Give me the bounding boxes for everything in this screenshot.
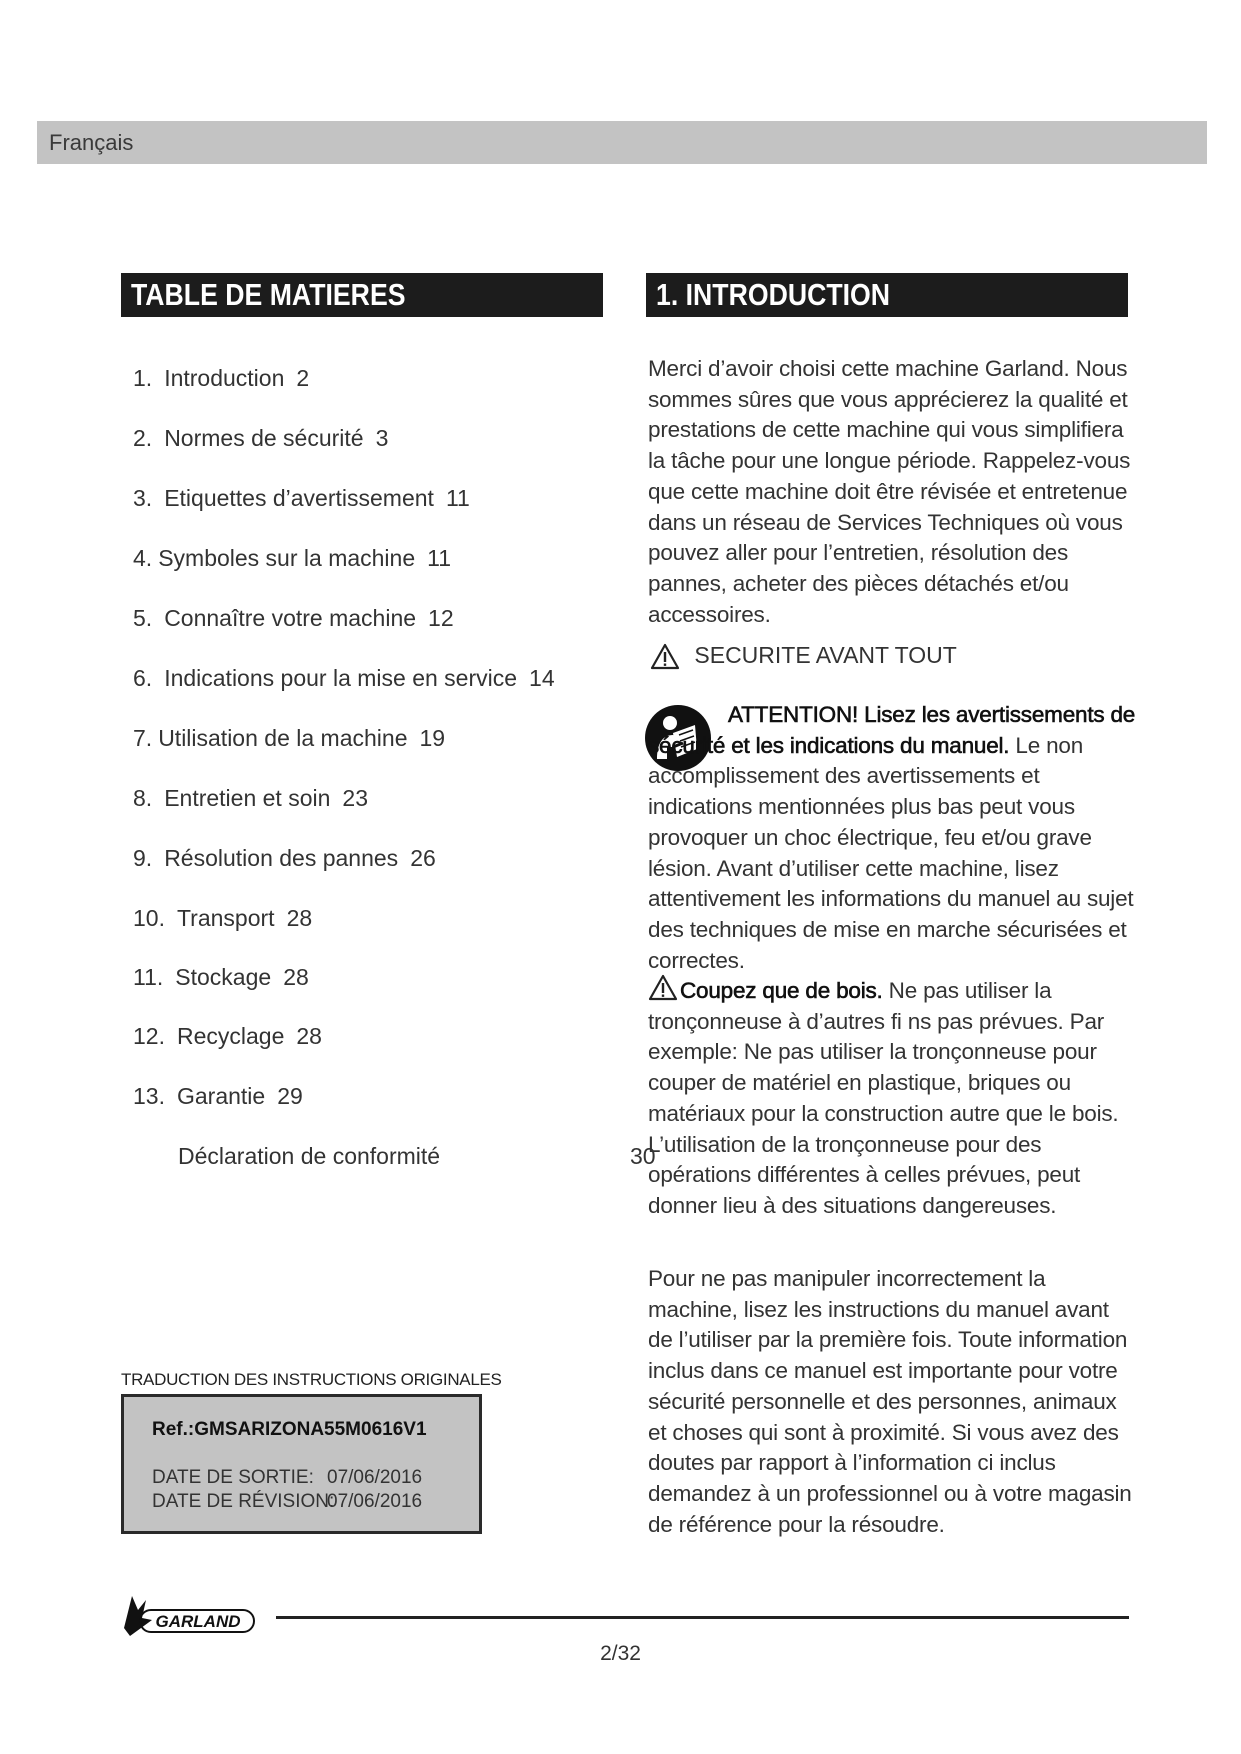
- intro-heading: 1. INTRODUCTION: [646, 273, 1128, 317]
- toc-item-mise-en-service: 6. Indications pour la mise en service 14: [133, 665, 555, 691]
- toc-item-normes: 2. Normes de sécurité 3: [133, 425, 389, 451]
- translation-label: TRADUCTION DES INSTRUCTIONS ORIGINALES: [121, 1370, 502, 1389]
- toc-item-entretien: 8. Entretien et soin 23: [133, 785, 368, 811]
- reference-box: [121, 1394, 482, 1534]
- safety-heading: SECURITE AVANT TOUT: [650, 635, 957, 675]
- attention-paragraph: [648, 700, 1138, 976]
- page-number: 2/32: [600, 1642, 641, 1665]
- toc-item-utilisation: 7. Utilisation de la machine 19: [133, 725, 446, 751]
- toc-item-recyclage: 12. Recyclage 28: [133, 1023, 322, 1049]
- toc-item-connaitre: 5. Connaître votre machine 12: [133, 605, 454, 631]
- garland-logo: [118, 1590, 258, 1640]
- language-bar: [37, 121, 1207, 164]
- toc-heading: TABLE DE MATIERES: [121, 273, 603, 317]
- toc-item-garantie: 13. Garantie 29: [133, 1083, 303, 1109]
- instructions-paragraph: Pour ne pas manipuler incorrectement la machine, lisez les instructions du manuel avant de l’utiliser par la première fois. Toute information inclus dans ce manuel est importante pour votre sécurité personnelle et des personnes, animaux et choses qui sont à proximité. Si vous avez des doutes par rapport à l’information ci inclus demandez à un professionnel ou à votre magasin de référence pour la résoudre.: [648, 1266, 1132, 1537]
- intro-paragraph: Merci d’avoir choisi cette machine Garland. Nous sommes sûres que vous apprécierez la qualité et prestations de cette machine qui vous simplifiera la tâche pour une longue période. Rappelez-vous que cette machine doit être révisée et entretenue dans un réseau de Services Techniques où vous pouvez aller pour l’entretien, résolution des pannes, acheter des pièces détachés et/ou accessoires.: [648, 356, 1131, 627]
- revision-date-row: DATE DE RÉVISION: 07/06/2016: [152, 1491, 423, 1512]
- toc-item-declaration: Déclaration de conformité 30: [178, 1143, 656, 1169]
- toc-item-stockage: 11. Stockage 28: [133, 964, 309, 990]
- svg-text:GARLAND: GARLAND: [155, 1612, 241, 1631]
- wood-text: Ne pas utiliser la tronçonneuse à d’autres fi ns pas prévues. Par exemple: Ne pas utiliser la tronçonneuse pour couper de matériel en plastique, briques ou matériaux pour la construction autre que le bois. L’utilisation de la tronçonneuse pour des opérations différentes à celles prévues, peut donner lieu à des situations dangereuses.: [648, 978, 1119, 1218]
- footer-rule: [276, 1616, 1129, 1619]
- release-date-row: DATE DE SORTIE: 07/06/2016: [152, 1467, 423, 1488]
- toc-item-introduction: 1. Introduction 2: [133, 365, 310, 391]
- language-label: Français: [49, 130, 134, 155]
- toc-item-transport: 10. Transport 28: [133, 905, 313, 931]
- wood-paragraph: [648, 974, 1138, 1222]
- toc-item-symboles: 4. Symboles sur la machine 11: [133, 545, 452, 571]
- attention-text: Le non accomplissement des avertissements et indications mentionnées plus bas peut vous provoquer un choc électrique, feu et/ou grave lésion. Avant d’utiliser cette machine, lisez attentivement les informations du manuel au sujet des techniques de mise en marche sécurisées et correctes.: [648, 732, 1134, 973]
- reference-code: Ref.:GMSARIZONA55M0616V1: [152, 1419, 427, 1440]
- warning-triangle-icon: [650, 643, 680, 670]
- warning-triangle-icon: [648, 974, 678, 1001]
- toc-item-resolution: 9. Résolution des pannes 26: [133, 845, 436, 871]
- attention-bold: ATTENTION! Lisez les avertissements de sécurité et les indications du manuel.: [648, 702, 1136, 758]
- toc-item-etiquettes: 3. Etiquettes d’avertissement 11: [133, 485, 470, 511]
- wood-bold: Coupez que de bois.: [680, 978, 883, 1003]
